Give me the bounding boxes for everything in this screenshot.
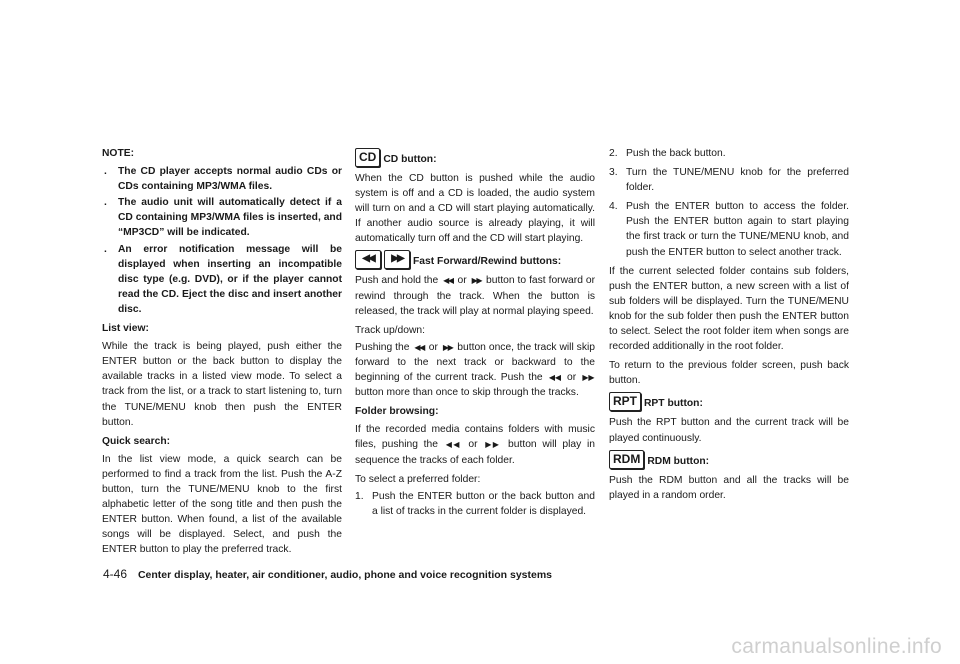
folder-browsing-heading: Folder browsing: bbox=[355, 406, 439, 418]
page-footer bbox=[103, 567, 552, 581]
folder-text: If the recorded media contains folders with music files, pushing the ◀◀ or ▶▶ button will play in sequence the tracks of each folder. bbox=[355, 424, 595, 466]
next-track-icon: ▶▶ bbox=[384, 250, 410, 269]
previous-track-icon: ◀◀ bbox=[445, 440, 461, 450]
ff-rew-button-heading bbox=[355, 250, 595, 269]
page-number: 4-46 bbox=[103, 567, 128, 581]
rdm-heading: RDM button: bbox=[647, 455, 710, 467]
section-title: Center display, heater, air conditioner, audio, phone and voice recognition systems bbox=[137, 569, 553, 581]
select-folder-text: To select a preferred folder: bbox=[355, 473, 481, 485]
previous-track-icon: ◀◀ bbox=[414, 342, 424, 352]
right-column bbox=[609, 146, 849, 507]
previous-track-icon: ◀◀ bbox=[355, 250, 381, 269]
rpt-heading: RPT button: bbox=[644, 398, 703, 410]
rpt-text: Push the RPT button and the current track will be played continuously. bbox=[609, 417, 849, 444]
rpt-icon: RPT bbox=[609, 392, 641, 411]
step-2: 2. Push the back button. bbox=[609, 148, 726, 159]
ff-rew-text: Push and hold the ◀◀ or ▶▶ button to fast forward or rewind through the track. When the button is released, the track will play at normal playing speed. bbox=[355, 275, 596, 317]
step-4: 4. Push the ENTER button to access the folder. Push the ENTER button again to start playing the first track or turn the TUNE/MENU knob, and push the ENTER button to select another track. bbox=[609, 201, 849, 258]
track-text: Pushing the ◀◀ or ▶▶ button once, the track will skip forward to the next track or backward to the beginning of the current track. Push the ◀◀ or ▶▶ button more than once to skip through the tracks. bbox=[355, 341, 595, 399]
rdm-icon: RDM bbox=[609, 450, 644, 469]
note-bullet: . The audio unit will automatically detect if a CD containing MP3/WMA files is inserted, and “MP3CD” will be indicated. bbox=[104, 197, 342, 239]
note-bullet: . An error notification message will be displayed when inserting an incompatible disc type (e.g. DVD), or if the player cannot read the CD. Eject the disc and insert another disc. bbox=[104, 243, 342, 315]
rdm-button-heading bbox=[609, 450, 849, 469]
note-bullet: . The CD player accepts normal audio CDs or CDs containing MP3/WMA files. bbox=[104, 166, 342, 193]
next-track-icon: ▶▶ bbox=[485, 440, 501, 450]
cd-heading: CD button: bbox=[383, 153, 437, 165]
next-track-icon: ▶▶ bbox=[471, 276, 482, 286]
track-heading: Track up/down: bbox=[355, 324, 426, 336]
next-track-icon: ▶▶ bbox=[442, 342, 453, 352]
step-1: 1. Push the ENTER button or the back button and a list of tracks in the current folder is displayed. bbox=[355, 490, 595, 517]
cd-text: When the CD button is pushed while the audio system is off and a CD is loaded, the audio system will turn on and a CD will start playing automatically. If another audio source is already playing, it will automatically turn off and the CD will start playing. bbox=[355, 173, 595, 245]
step-3: 3. Turn the TUNE/MENU knob for the preferred folder. bbox=[609, 167, 849, 194]
quick-search-heading: Quick search: bbox=[102, 435, 171, 447]
watermark: carmanualsonline.info bbox=[731, 635, 942, 658]
cd-button-heading bbox=[355, 148, 595, 167]
cd-icon: CD bbox=[355, 148, 380, 167]
rdm-text: Push the RDM button and all the tracks will be played in a random order. bbox=[609, 474, 849, 501]
sub-folder-text: If the current selected folder contains sub folders, push the ENTER button, a new screen with a list of sub folders will be displayed. Turn the TUNE/MENU knob for the sub folder then push the ENTER button to select. Select the root folder item when songs are recorded additionally in the root folder. bbox=[609, 265, 849, 353]
quick-search-text: In the list view mode, a quick search can be performed to find a track from the list. Push the A-Z button, turn the TUNE/MENU knob to the first alphabetic letter of the song title and then push the ENTER button. When found, a list of the available songs will be displayed. Select, and push the ENTER button to play the preferred track. bbox=[102, 453, 342, 556]
next-track-icon: ▶▶ bbox=[582, 373, 593, 383]
previous-track-icon: ◀◀ bbox=[548, 373, 561, 383]
middle-column bbox=[355, 146, 595, 523]
list-view-text: While the track is being played, push either the ENTER button or the back button to display the available tracks in a listed view mode. To select a track from the list, or a track to start listening to, turn the TUNE/MENU knob then push the ENTER button. bbox=[102, 341, 342, 428]
list-view-heading: List view: bbox=[102, 323, 149, 335]
note-heading: NOTE: bbox=[102, 148, 135, 159]
ff-rew-heading: Fast Forward/Rewind buttons: bbox=[413, 256, 562, 268]
rpt-button-heading bbox=[609, 392, 849, 411]
left-column bbox=[102, 146, 342, 561]
return-text: To return to the previous folder screen, push back button. bbox=[609, 360, 849, 387]
previous-track-icon: ◀◀ bbox=[443, 276, 453, 286]
